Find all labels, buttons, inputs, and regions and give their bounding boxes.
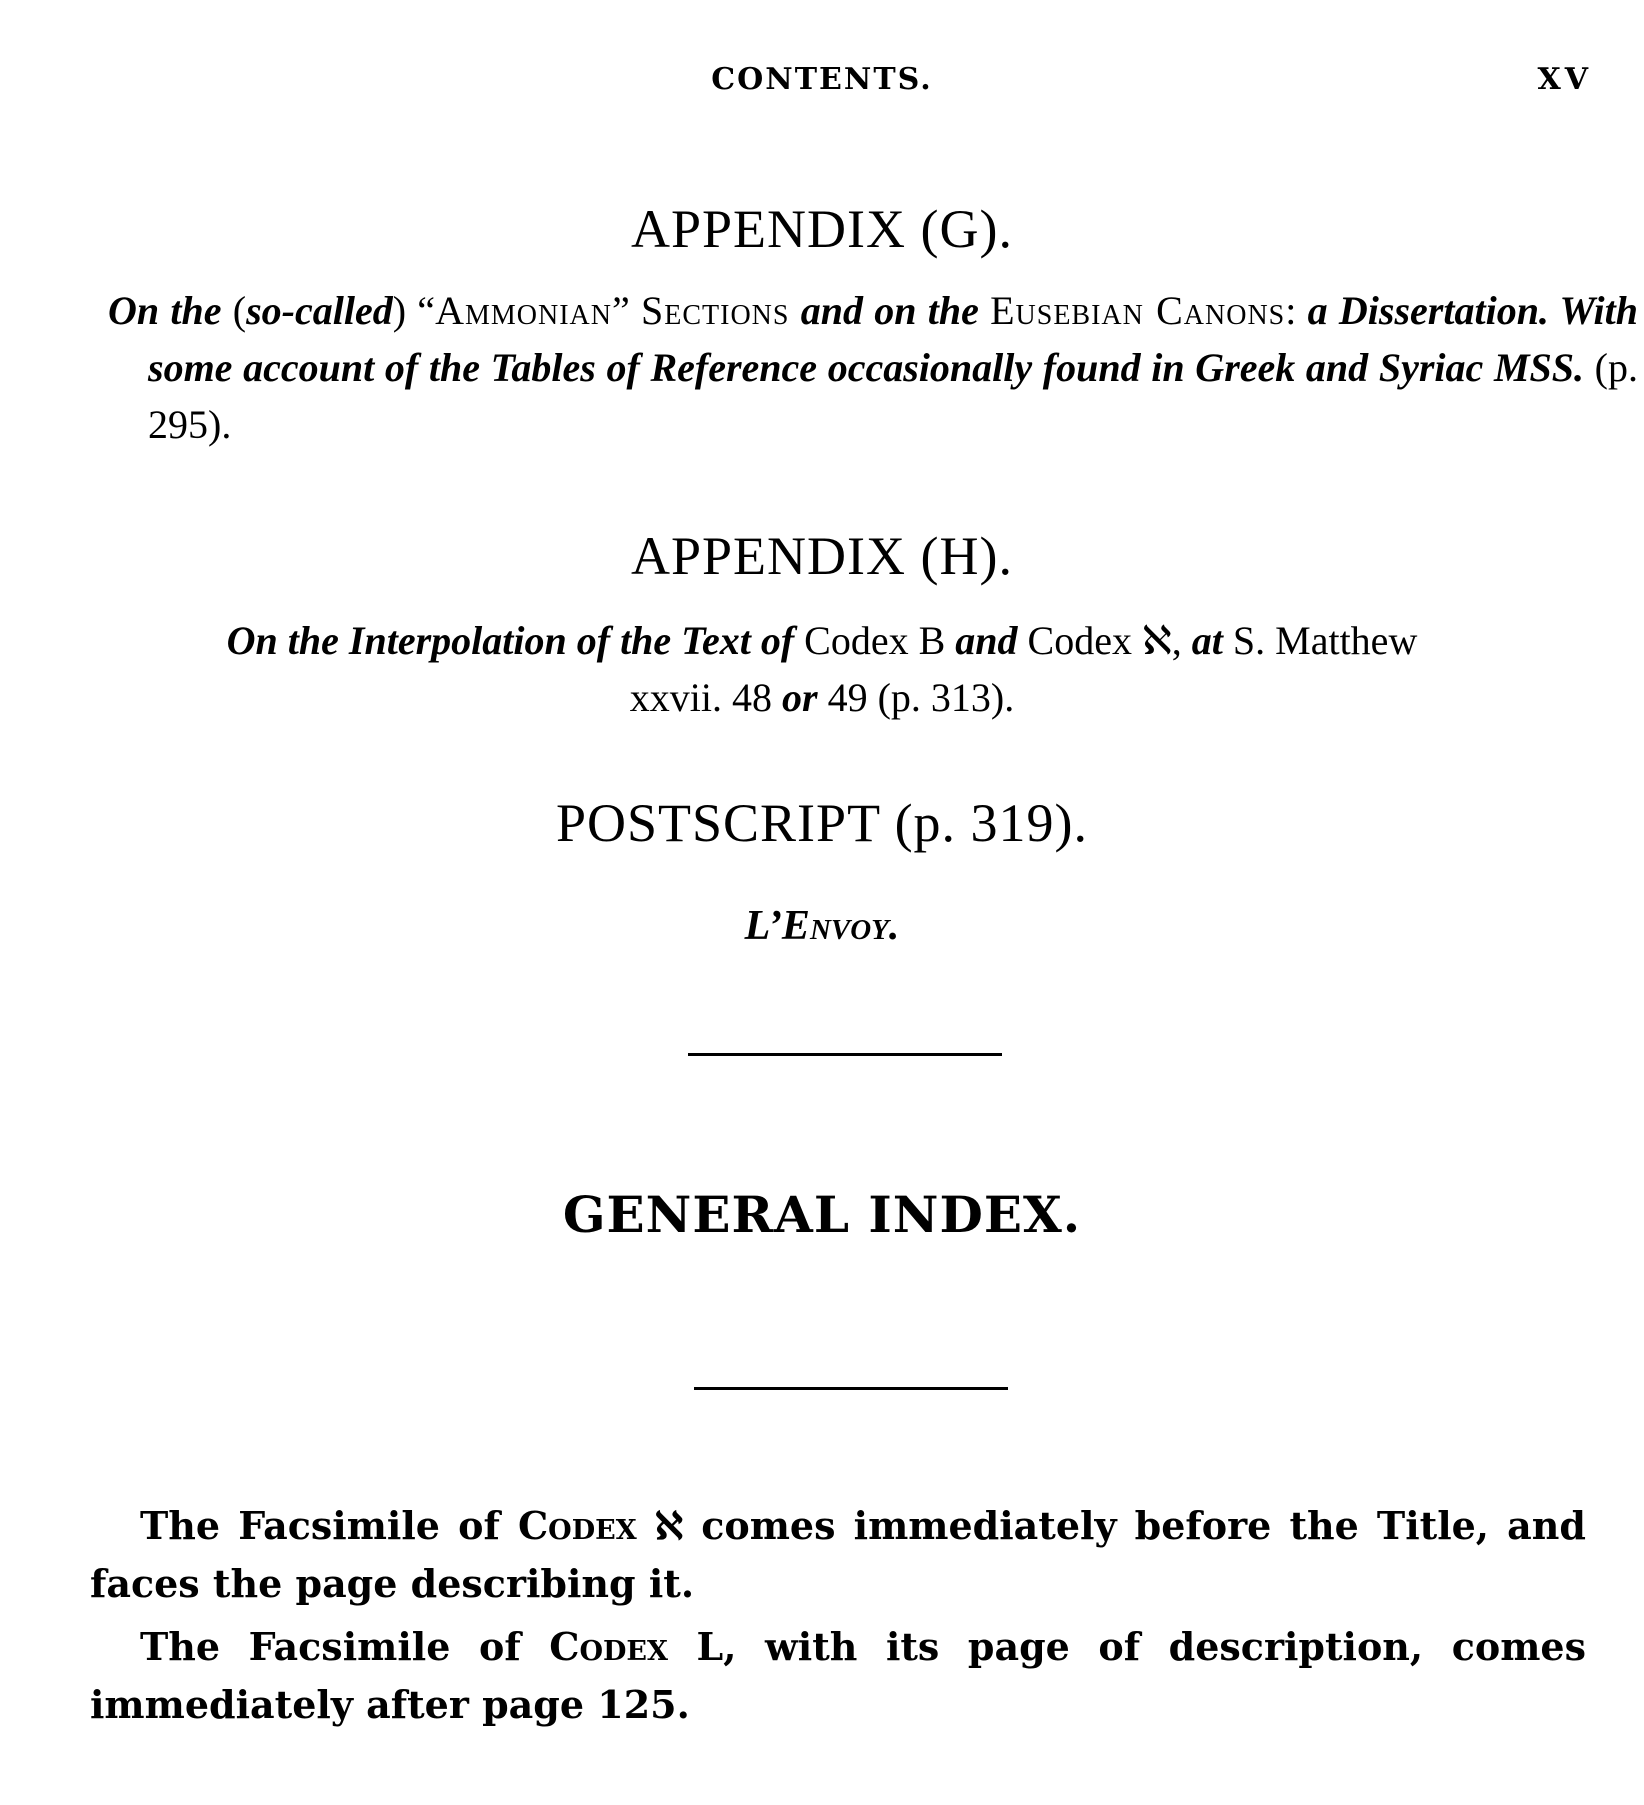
appendix-g-heading: APPENDIX (G). xyxy=(631,199,1013,259)
appendix-h-line-2 xyxy=(0,669,1644,726)
appendix-g-entry xyxy=(108,282,1638,453)
facsimile-note-1 xyxy=(90,1497,1586,1613)
appendix-g-text-4: ) “ xyxy=(392,288,436,333)
appendix-g-text-5: Ammonian xyxy=(435,288,612,333)
appendix-h-text-6: S. Matthew xyxy=(1222,618,1418,663)
appendix-g-text-7: Sections xyxy=(640,288,790,333)
appendix-g-text-9: Eusebian Canons xyxy=(990,288,1286,333)
appendix-g-text-12: (p. 295). xyxy=(148,345,1638,447)
appendix-g-text-3: so-called xyxy=(246,288,393,333)
appendix-h-text-9: 49 (p. 313). xyxy=(817,675,1015,720)
appendix-h-text-2: Codex B xyxy=(794,618,956,663)
appendix-h-text-4: Codex ℵ, xyxy=(1017,618,1192,663)
facsimile-note-2-b: Codex xyxy=(549,1624,668,1669)
appendix-h-text-7: xxvii. 48 xyxy=(629,675,782,720)
appendix-g-text-2: ( xyxy=(232,288,247,333)
appendix-g-text-10: : xyxy=(1285,288,1308,333)
facsimile-note-2-c: L, with its page of description, comes immediately after page 125. xyxy=(90,1624,1586,1727)
appendix-h-text-3: and xyxy=(955,618,1018,663)
appendix-g-text-1: On the xyxy=(108,288,222,333)
appendix-h-entry xyxy=(0,612,1644,726)
appendix-g-text-6: ” xyxy=(611,288,641,333)
appendix-h-text-8: or xyxy=(782,675,818,720)
appendix-g-text-8: and on the xyxy=(789,288,991,333)
facsimile-note-2-a: The Facsimile of xyxy=(140,1624,550,1669)
running-title: CONTENTS. xyxy=(711,62,933,97)
envoy-heading: L’Envoy. xyxy=(744,903,900,949)
section-divider-1 xyxy=(688,1053,1002,1056)
section-divider-2 xyxy=(694,1387,1008,1390)
appendix-h-text-1: On the Interpolation of the Text of xyxy=(226,618,795,663)
facsimile-note-1-c: ℵ comes immediately before the Title, and faces the page describing it. xyxy=(90,1503,1586,1606)
appendix-g-text-11: a Dissertation. With some account of the Tables of Reference occasionally found in Greek and Syriac MSS. xyxy=(148,288,1639,390)
facsimile-note-2 xyxy=(90,1618,1586,1734)
facsimile-note-1-b: Codex xyxy=(517,1503,637,1548)
postscript-heading: POSTSCRIPT (p. 319). xyxy=(555,793,1089,853)
running-head xyxy=(0,62,1644,112)
facsimile-note-1-a: The Facsimile of xyxy=(140,1503,518,1548)
general-index-heading: GENERAL INDEX. xyxy=(562,1185,1082,1244)
appendix-h-text-5: at xyxy=(1191,618,1223,663)
page-number: XV xyxy=(1537,62,1592,97)
appendix-h-heading: APPENDIX (H). xyxy=(631,526,1013,586)
appendix-h-line-1 xyxy=(0,612,1644,669)
